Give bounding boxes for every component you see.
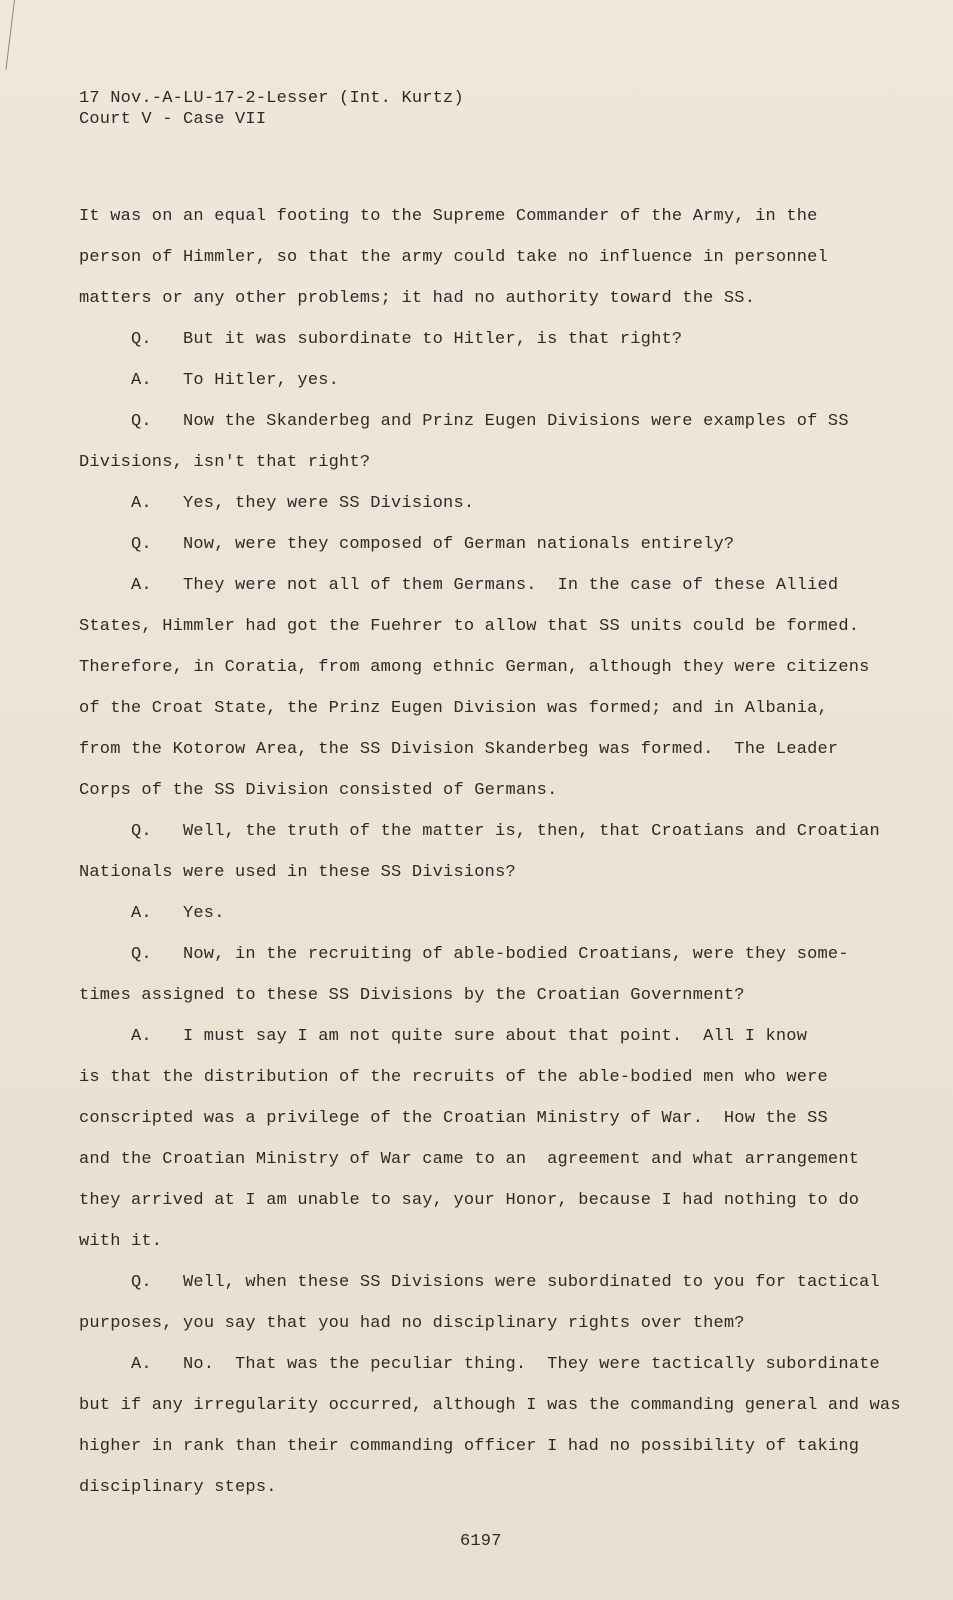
text-line: Corps of the SS Division consisted of Germans.: [79, 781, 558, 800]
text-line: disciplinary steps.: [79, 1478, 277, 1497]
answer-line: A. They were not all of them Germans. In the case of these Allied: [131, 576, 839, 595]
question-line: Q. Now, were they composed of German nationals entirely?: [131, 535, 735, 554]
text-line: times assigned to these SS Divisions by the Croatian Government?: [79, 986, 745, 1005]
text-line: person of Himmler, so that the army could take no influence in personnel: [79, 248, 828, 267]
text-line: higher in rank than their commanding officer I had no possibility of taking: [79, 1437, 860, 1456]
header-line-1: 17 Nov.-A-LU-17-2-Lesser (Int. Kurtz): [79, 89, 464, 108]
question-line: Q. Now, in the recruiting of able-bodied Croatians, were they some-: [131, 945, 849, 964]
question-line: Q. Now the Skanderbeg and Prinz Eugen Divisions were examples of SS: [131, 412, 849, 431]
answer-line: A. Yes.: [131, 904, 225, 923]
page-number: 6197: [460, 1532, 502, 1551]
text-line: Therefore, in Coratia, from among ethnic German, although they were citizens: [79, 658, 870, 677]
text-line: Divisions, isn't that right?: [79, 453, 371, 472]
fold-mark: [5, 0, 17, 70]
question-line: Q. Well, when these SS Divisions were subordinated to you for tactical: [131, 1273, 880, 1292]
text-line: matters or any other problems; it had no authority toward the SS.: [79, 289, 756, 308]
text-line: States, Himmler had got the Fuehrer to allow that SS units could be formed.: [79, 617, 860, 636]
text-line: is that the distribution of the recruits of the able-bodied men who were: [79, 1068, 828, 1087]
text-line: with it.: [79, 1232, 163, 1251]
header-line-2: Court V - Case VII: [79, 110, 267, 129]
text-line: from the Kotorow Area, the SS Division Skanderbeg was formed. The Leader: [79, 740, 839, 759]
answer-line: A. Yes, they were SS Divisions.: [131, 494, 475, 513]
document-header: [79, 88, 464, 130]
question-line: Q. But it was subordinate to Hitler, is that right?: [131, 330, 683, 349]
text-line: of the Croat State, the Prinz Eugen Division was formed; and in Albania,: [79, 699, 828, 718]
answer-line: A. No. That was the peculiar thing. They were tactically subordinate: [131, 1355, 880, 1374]
question-line: Q. Well, the truth of the matter is, then, that Croatians and Croatian: [131, 822, 880, 841]
answer-line: A. To Hitler, yes.: [131, 371, 340, 390]
text-line: Nationals were used in these SS Divisions?: [79, 863, 516, 882]
text-line: they arrived at I am unable to say, your Honor, because I had nothing to do: [79, 1191, 860, 1210]
text-line: but if any irregularity occurred, although I was the commanding general and was: [79, 1396, 901, 1415]
text-line: conscripted was a privilege of the Croatian Ministry of War. How the SS: [79, 1109, 828, 1128]
answer-line: A. I must say I am not quite sure about that point. All I know: [131, 1027, 808, 1046]
text-line: and the Croatian Ministry of War came to an agreement and what arrangement: [79, 1150, 860, 1169]
text-line: purposes, you say that you had no disciplinary rights over them?: [79, 1314, 745, 1333]
text-line: It was on an equal footing to the Supreme Commander of the Army, in the: [79, 207, 818, 226]
